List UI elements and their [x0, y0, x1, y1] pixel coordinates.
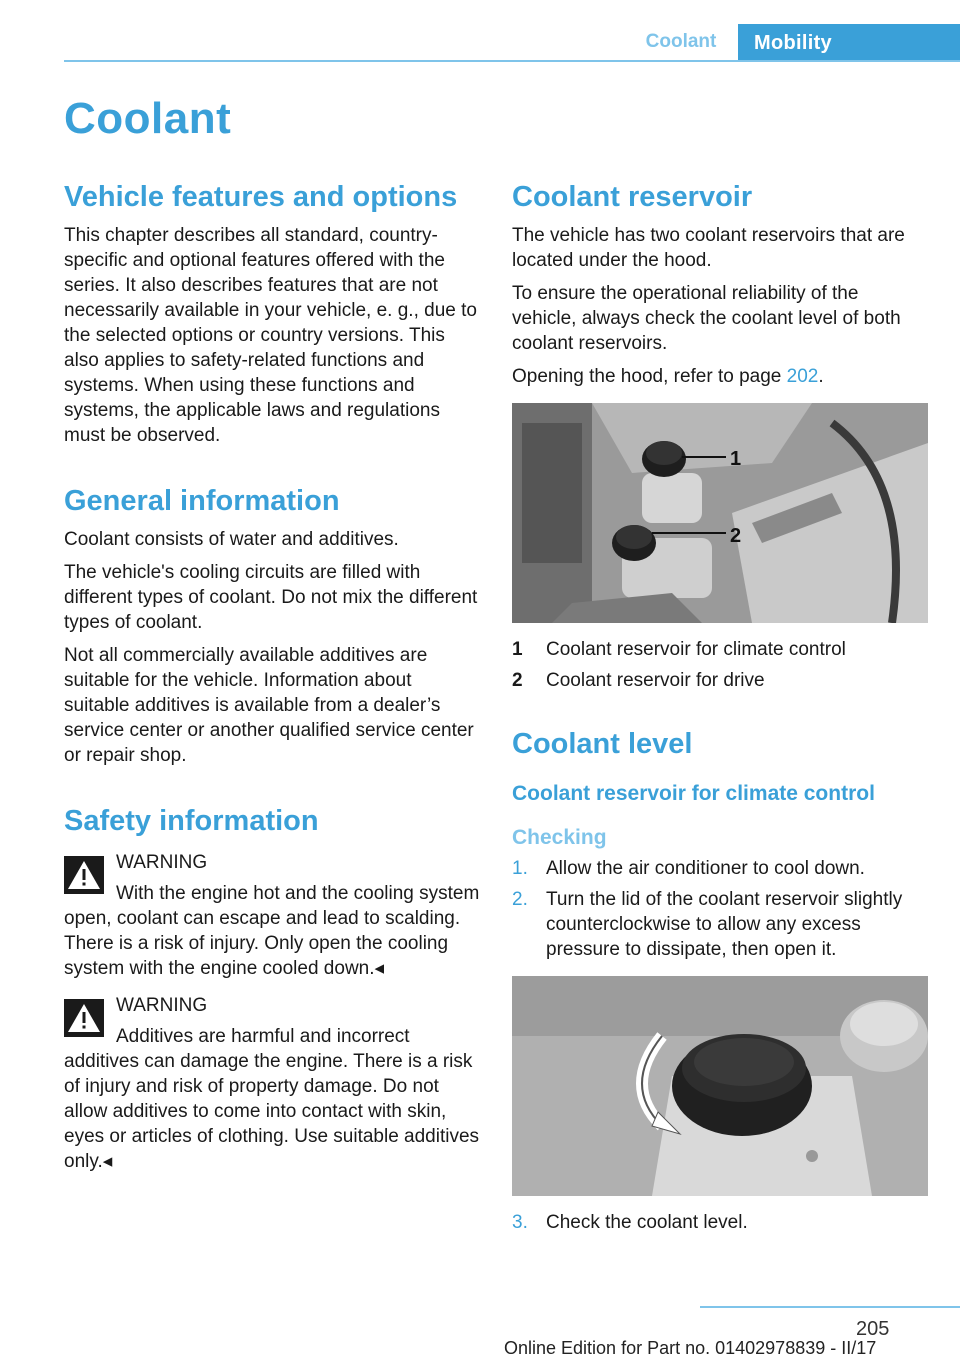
heading-vehicle-features: Vehicle features and options [64, 181, 458, 213]
warning-text: Additives are harmful and incorrect additives can damage the engine. There is a risk of injury and risk of property damage. Do not allow additives to come into contact with skin, eyes or articles of clothing. Use suitable additives only.◂ [64, 1026, 480, 1173]
heading-general-information: General information [64, 484, 340, 517]
subheading-checking: Checking [512, 825, 607, 849]
checking-steps-continued [512, 1210, 928, 1235]
warning-triangle-icon [64, 999, 104, 1037]
warning-label: WARNING [116, 852, 208, 874]
heading-coolant-reservoir: Coolant reservoir [512, 181, 753, 213]
coolant-reservoir-p2: To ensure the operational reliability of the vehicle, always check the coolant level of both coolant reservoirs. [512, 282, 901, 354]
general-info-p1: Coolant consists of water and additives. [64, 528, 399, 550]
list-item: 1. Allow the air conditioner to cool down. [512, 857, 865, 879]
left-column [64, 180, 480, 1180]
header-rule [64, 60, 960, 62]
edition-note: Online Edition for Part no. 01402978839 - II/17 [504, 1338, 877, 1358]
general-info-p3: Not all commercially available additives are suitable for the vehicle. Information about suitable additives is available from a dealer’s service center or another qualified service center or repair shop. [64, 644, 474, 766]
coolant-reservoir-p1: The vehicle has two coolant reservoirs that are located under the hood. [512, 224, 905, 271]
reservoir-cap-photo [512, 976, 928, 1196]
checking-steps [512, 856, 928, 962]
right-column [512, 180, 928, 1241]
page-link-202[interactable]: 202 [786, 365, 819, 387]
legend-item: 2 Coolant reservoir for drive [512, 669, 765, 691]
warning-block [64, 850, 480, 981]
footer-rule [700, 1306, 960, 1308]
vehicle-features-text: This chapter describes all standard, country-specific and optional features offered with the series. It also describes features that are not necessarily available in your vehicle, e. g., due to the selected options or country versions. This also applies to safety-related functions and systems. When using these functions and systems, the applicable laws and regulations must be observed. [64, 224, 477, 446]
header-section-label: Coolant [645, 31, 717, 52]
photo-callout-1: 1 [730, 447, 742, 470]
heading-coolant-level: Coolant level [512, 727, 693, 760]
general-info-p2: The vehicle's cooling circuits are filled with different types of coolant. Do not mix the different types of coolant. [64, 561, 478, 633]
legend-item: 1 Coolant reservoir for climate control [512, 638, 846, 660]
hood-reference: Opening the hood, refer to page 202. [512, 365, 824, 387]
warning-triangle-icon [64, 856, 104, 894]
page-title: Coolant [64, 94, 232, 143]
heading-safety-information: Safety information [64, 804, 319, 837]
header-chapter-tab[interactable]: Mobility [738, 24, 960, 62]
photo-callout-2: 2 [730, 524, 742, 547]
list-item: 3. Check the coolant level. [512, 1211, 748, 1233]
page-number: 205 [856, 1318, 890, 1340]
list-item: 2. Turn the lid of the coolant reservoir slightly counterclockwise to allow any excess pressure to dissipate, then open it. [512, 888, 903, 960]
warning-text: With the engine hot and the cooling system open, coolant can escape and lead to scalding. There is a risk of injury. Only open the cooling system with the engine cooled down.◂ [64, 883, 480, 980]
engine-bay-photo [512, 403, 928, 623]
warning-label: WARNING [116, 995, 208, 1017]
warning-block [64, 993, 480, 1174]
subheading-climate-reservoir: Coolant reservoir for climate control [512, 781, 875, 805]
